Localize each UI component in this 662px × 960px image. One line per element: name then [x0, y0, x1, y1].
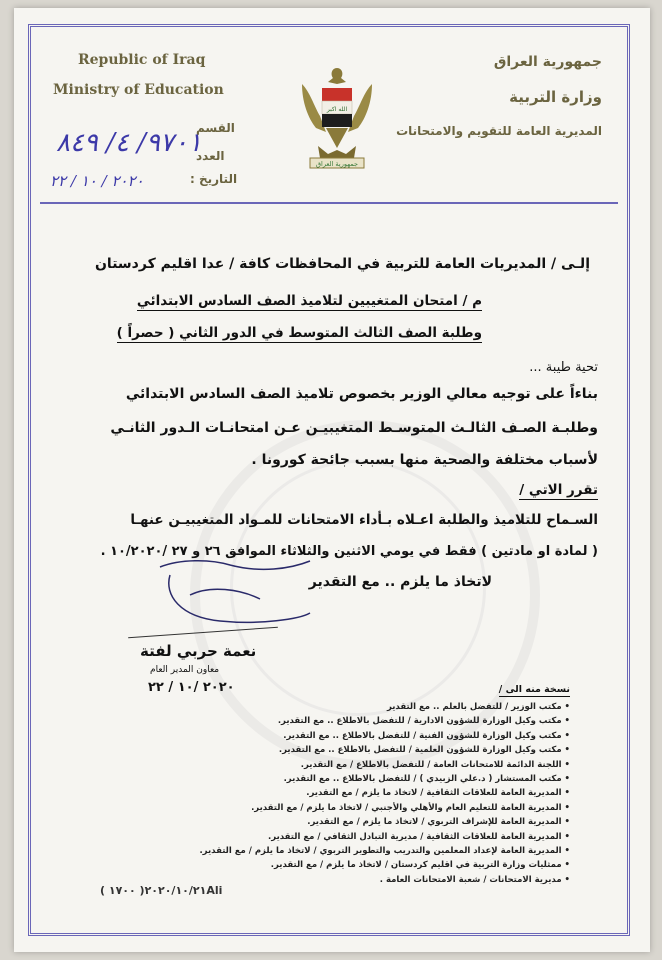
- header-ministry-en: Ministry of Education: [53, 82, 224, 98]
- signatory-title: معاون المدير العام: [150, 665, 220, 675]
- handwritten-signature: [150, 555, 320, 635]
- body-line-2: وطلبـة الصـف الثالـث المتوسـط المتغيبيـن عـن امتحانـات الـدور الثانـي: [110, 420, 598, 436]
- cc-item: • المديرية العامة لإعداد المعلمين والتدريب والتطوير التربوي / لاتخاذ ما يلزم / مع التقدير.: [150, 844, 570, 858]
- header-directorate-ar: المديرية العامة للتقويم والامتحانات: [396, 124, 602, 138]
- emblem-scroll-text: جمهورية العراق: [316, 160, 358, 168]
- svg-text:الله اكبر: الله اكبر: [326, 106, 348, 113]
- closing-line: لاتخاذ ما يلزم .. مع التقدير: [308, 574, 492, 590]
- header-republic-en: Republic of Iraq: [78, 52, 206, 68]
- cc-item: • مكتب وكيل الوزارة للشؤون العلمية / للتفضل بالاطلاع .. مع التقدير.: [150, 743, 570, 757]
- body-line-1: بناءاً على توجيه معالي الوزير بخصوص تلاميذ الصف السادس الابتدائي: [125, 386, 598, 402]
- header-divider: [40, 202, 618, 204]
- greeting: تحية طيبة ...: [529, 360, 598, 375]
- cc-item: • ممثليات وزارة التربية في اقليم كردستان / لاتخاذ ما يلزم / مع التقدير.: [150, 858, 570, 872]
- header-ministry-ar: وزارة التربية: [509, 88, 602, 106]
- cc-item: • مكتب الوزير / للتفضل بالعلم .. مع التقدير: [150, 700, 570, 714]
- cc-list: [150, 700, 570, 887]
- decision-line-2: ( لمادة او مادتين ) فقط في يومي الاثنين والثلاثاء الموافق ٢٦ و ٢٧ /١٠/٢٠٢٠ .: [100, 544, 598, 559]
- decision-label: تقرر الاتي /: [519, 482, 598, 498]
- eagle-emblem-icon: [296, 62, 378, 172]
- number-label: العدد: [196, 149, 225, 163]
- cc-item: • اللجنة الدائمة للامتحانات العامة / للتفضل بالاطلاع / مع التقدير.: [150, 758, 570, 772]
- subject-line-1: م / امتحان المتغيبين لتلاميذ الصف السادس الابتدائي: [136, 293, 482, 309]
- cc-heading: نسخة منه الى /: [498, 684, 570, 695]
- addressee-line: إلـى / المديريات العامة للتربية في المحافظات كافة / عدا اقليم كردستان: [94, 256, 590, 272]
- cc-item: • المديرية العامة للتعليم العام والأهلي والأجنبي / لاتخاذ ما يلزم / مع التقدير.: [150, 801, 570, 815]
- footer-reference-code: ( ١٧٠٠ )٢٠٢٠/١٠/٢١Ali: [100, 884, 223, 897]
- date-label: التاريخ :: [190, 172, 238, 186]
- cc-item: • المديرية العامة للعلاقات الثقافية / مديرية التبادل الثقافي / مع التقدير.: [150, 830, 570, 844]
- cc-item: • المديرية العامة للإشراف التربوي / لاتخاذ ما يلزم / مع التقدير.: [150, 815, 570, 829]
- cc-item: • مكتب المستشار ( د.علي الزبيدي ) / للتفضل بالاطلاع .. مع التقدير.: [150, 772, 570, 786]
- handwritten-reference-number: ٩٧٠١/ ٤/ ٨٤٩: [56, 128, 202, 158]
- signatory-name: نعمة حربي لفتة: [140, 642, 257, 660]
- decision-line-1: السـماح للتلاميذ والطلبة اعـلاه بـأداء الامتحانات للمـواد المتغيبيـن عنهـا: [130, 512, 598, 528]
- cc-item: • مديرية الامتحانات / شعبة الامتحانات العامة .: [150, 873, 570, 887]
- signature-date: ٢٠٢٠ /١٠ / ٢٢: [148, 680, 235, 695]
- subject-line-2: وطلبة الصف الثالث المتوسط في الدور الثاني ( حصراً ): [116, 325, 482, 341]
- dept-label: القسم: [196, 121, 235, 135]
- cc-item: • المديرية العامة للعلاقات الثقافية / لاتخاذ ما يلزم / مع التقدير.: [150, 786, 570, 800]
- body-line-3: لأسباب مختلفة والصحية منها بسبب جائحة كورونا .: [251, 452, 598, 468]
- handwritten-date: ٢٠٢٠ / ١٠ / ٢٢: [50, 172, 144, 190]
- cc-item: • مكتب وكيل الوزارة للشؤون الادارية / للتفضل بالاطلاع .. مع التقدير.: [150, 714, 570, 728]
- cc-item: • مكتب وكيل الوزارة للشؤون الفنية / للتفضل بالاطلاع .. مع التقدير.: [150, 729, 570, 743]
- header-republic-ar: جمهورية العراق: [493, 54, 602, 70]
